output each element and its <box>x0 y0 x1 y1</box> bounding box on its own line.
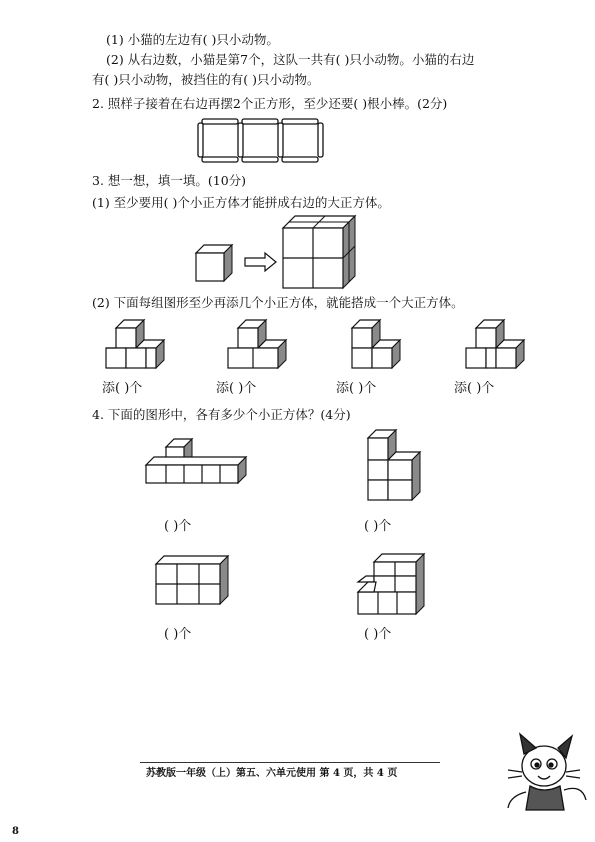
q1-line2: (2) 从右边数，小猫是第7个，这队一共有( )只小动物。小猫的右边 <box>106 52 475 67</box>
q3-title: 3. 想一想，填一填。(10分) <box>92 173 247 188</box>
q4-title: 4. 下面的图形中，各有多少个小正方体？(4分) <box>92 407 351 422</box>
q4-answer-1: ( )个 <box>164 519 192 534</box>
q4-answer-3: ( )个 <box>164 627 192 642</box>
q1-line1: (1) 小猫的左边有( )只小动物。 <box>106 32 279 47</box>
q4-figure-3 <box>156 556 230 610</box>
q1-line3: 有( )只小动物，被挡住的有( )只小动物。 <box>92 72 320 87</box>
small-cube-figure <box>196 245 236 285</box>
q4-figure-4 <box>356 552 430 620</box>
q2-text: 2. 照样子接着在右边再摆2个正方形，至少还要( )根小棒。(2分) <box>92 96 448 111</box>
q3-part1: (1) 至少要用( )个小正方体才能拼成右边的大正方体。 <box>92 195 390 210</box>
q4-answer-4: ( )个 <box>364 627 392 642</box>
cube-group-4 <box>466 318 526 372</box>
q3-part2: (2) 下面每组图形至少再添几个小正方体，就能搭成一个大正方体。 <box>92 295 464 310</box>
footer-text: 苏教版一年级（上）第五、六单元使用 第 4 页，共 4 页 <box>146 768 398 779</box>
q4-answer-2: ( )个 <box>364 519 392 534</box>
arrow-right-icon <box>245 252 277 272</box>
fill-label-2: 添( )个 <box>216 381 257 396</box>
cube-group-3 <box>350 318 410 372</box>
footer-rule <box>140 762 440 763</box>
q4-figure-1 <box>146 437 256 495</box>
big-cube-figure <box>283 216 357 290</box>
cat-mascot-icon <box>502 730 590 816</box>
page-number: 8 <box>12 826 19 837</box>
fill-label-1: 添( )个 <box>102 381 143 396</box>
fill-label-3: 添( )个 <box>336 381 377 396</box>
stick-squares-figure <box>198 117 328 165</box>
fill-label-4: 添( )个 <box>454 381 495 396</box>
q4-figure-2 <box>364 428 428 504</box>
cube-group-1 <box>106 318 170 372</box>
cube-group-2 <box>228 318 288 372</box>
